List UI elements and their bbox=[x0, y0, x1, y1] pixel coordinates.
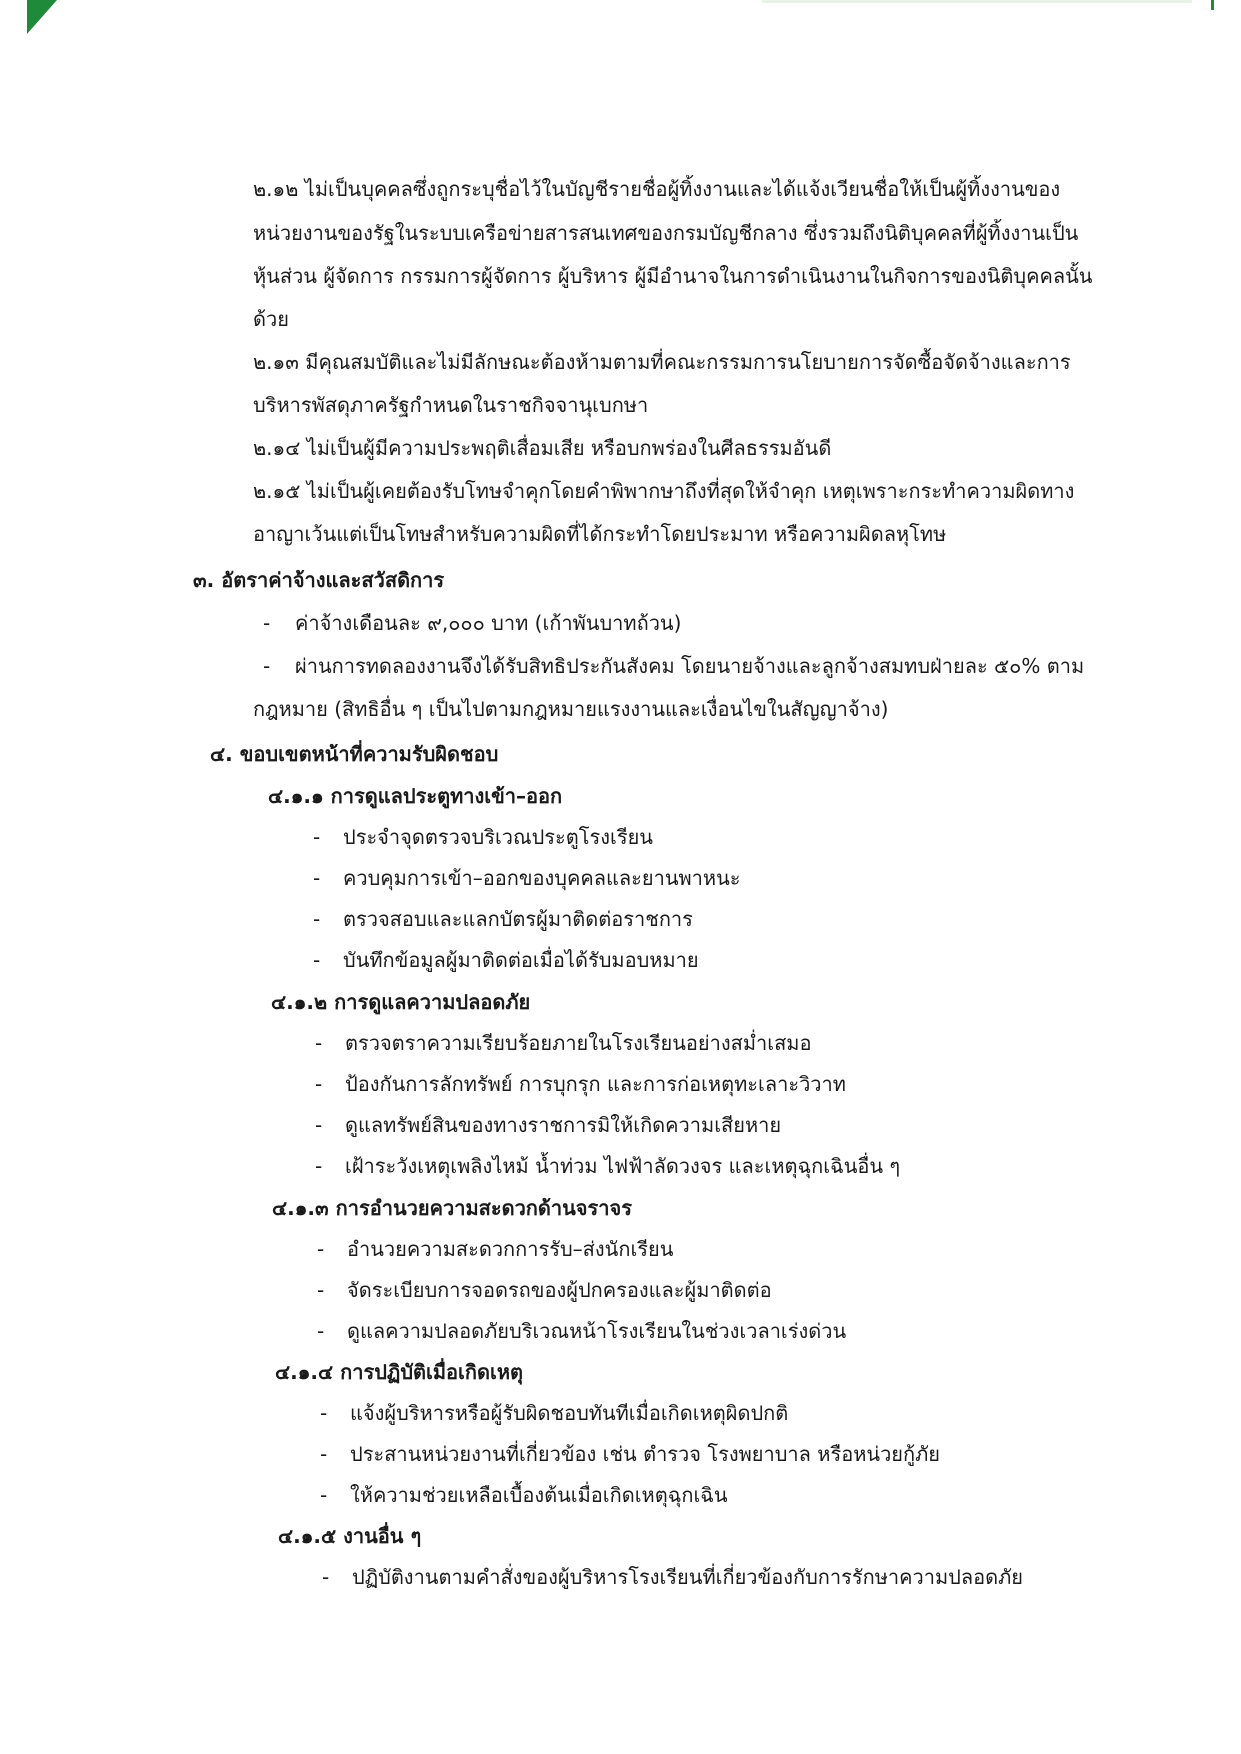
bullet-dash: - bbox=[313, 907, 321, 931]
bullet-dash: - bbox=[315, 1031, 323, 1055]
bullet-dash: - bbox=[315, 1113, 323, 1137]
bullet-dash: - bbox=[263, 654, 271, 678]
sub-4-1-2-item-3: ดูแลทรัพย์สินของทางราชการมิให้เกิดความเสียหาย bbox=[345, 1113, 782, 1137]
bullet-dash: - bbox=[315, 1154, 323, 1178]
item-2-12-line1: ๒.๑๒ ไม่เป็นบุคคลซึ่งถูกระบุชื่อไว้ในบัญชีรายชื่อผู้ทิ้งงานและได้แจ้งเวียนชื่อให้เป็นผู้ทิ้งงานของ bbox=[253, 177, 1061, 201]
section-3-bullet-1: ค่าจ้างเดือนละ ๙,๐๐๐ บาท (เก้าพันบาทถ้วน) bbox=[295, 611, 682, 635]
section-3-heading: ๓. อัตราค่าจ้างและสวัสดิการ bbox=[193, 568, 445, 592]
sub-4-1-5-item-1: ปฏิบัติงานตามคำสั่งของผู้บริหารโรงเรียนที่เกี่ยวข้องกับการรักษาความปลอดภัย bbox=[352, 1565, 1023, 1589]
item-2-12-line4: ด้วย bbox=[253, 307, 289, 331]
section-3-bullet-2-line2: กฎหมาย (สิทธิอื่น ๆ เป็นไปตามกฎหมายแรงงานและเงื่อนไขในสัญญาจ้าง) bbox=[253, 697, 889, 721]
bullet-dash: - bbox=[313, 825, 321, 849]
sub-4-1-3-item-2: จัดระเบียบการจอดรถของผู้ปกครองและผู้มาติดต่อ bbox=[347, 1278, 772, 1302]
bullet-dash: - bbox=[317, 1237, 325, 1261]
sub-4-1-2-item-4: เฝ้าระวังเหตุเพลิงไหม้ น้ำท่วม ไฟฟ้าลัดวงจร และเหตุฉุกเฉินอื่น ๆ bbox=[345, 1154, 901, 1178]
sub-4-1-5-heading: ๔.๑.๕ งานอื่น ๆ bbox=[278, 1524, 422, 1548]
bullet-dash: - bbox=[263, 611, 271, 635]
sub-4-1-4-item-1: แจ้งผู้บริหารหรือผู้รับผิดชอบทันทีเมื่อเกิดเหตุผิดปกติ bbox=[350, 1401, 789, 1425]
sub-4-1-2-heading: ๔.๑.๒ การดูแลความปลอดภัย bbox=[271, 990, 531, 1014]
bullet-dash: - bbox=[315, 1072, 323, 1096]
sub-4-1-1-item-2: ควบคุมการเข้า–ออกของบุคคลและยานพาหนะ bbox=[343, 866, 741, 890]
bullet-dash: - bbox=[317, 1278, 325, 1302]
section-4-heading: ๔. ขอบเขตหน้าที่ความรับผิดชอบ bbox=[210, 742, 499, 766]
bullet-dash: - bbox=[313, 866, 321, 890]
sub-4-1-1-item-1: ประจำจุดตรวจบริเวณประตูโรงเรียน bbox=[343, 825, 653, 849]
item-2-12-line2: หน่วยงานของรัฐในระบบเครือข่ายสารสนเทศของกรมบัญชีกลาง ซึ่งรวมถึงนิติบุคคลที่ผู้ทิ้งงานเป็น bbox=[253, 221, 1079, 245]
sub-4-1-4-heading: ๔.๑.๔ การปฏิบัติเมื่อเกิดเหตุ bbox=[275, 1360, 523, 1384]
item-2-13-line1: ๒.๑๓ มีคุณสมบัติและไม่มีลักษณะต้องห้ามตามที่คณะกรรมการนโยบายการจัดซื้อจัดจ้างและการ bbox=[253, 350, 1071, 374]
bullet-dash: - bbox=[320, 1483, 328, 1507]
sub-4-1-3-item-1: อำนวยความสะดวกการรับ–ส่งนักเรียน bbox=[347, 1237, 674, 1261]
bullet-dash: - bbox=[317, 1319, 325, 1343]
sub-4-1-2-item-2: ป้องกันการลักทรัพย์ การบุกรุก และการก่อเหตุทะเลาะวิวาท bbox=[345, 1072, 846, 1096]
item-2-13-line2: บริหารพัสดุภาครัฐกำหนดในราชกิจจานุเบกษา bbox=[253, 393, 649, 417]
sub-4-1-3-item-3: ดูแลความปลอดภัยบริเวณหน้าโรงเรียนในช่วงเวลาเร่งด่วน bbox=[347, 1319, 847, 1343]
item-2-12-line3: หุ้นส่วน ผู้จัดการ กรรมการผู้จัดการ ผู้บริหาร ผู้มีอำนาจในการดำเนินงานในกิจการของนิติบุคคลนั้น bbox=[253, 264, 1093, 288]
bullet-dash: - bbox=[322, 1565, 330, 1589]
item-2-15-line1: ๒.๑๕ ไม่เป็นผู้เคยต้องรับโทษจำคุกโดยคำพิพากษาถึงที่สุดให้จำคุก เหตุเพราะกระทำความผิดทาง bbox=[253, 479, 1075, 503]
sub-4-1-4-item-2: ประสานหน่วยงานที่เกี่ยวข้อง เช่น ตำรวจ โรงพยาบาล หรือหน่วยกู้ภัย bbox=[350, 1442, 941, 1466]
sub-4-1-3-heading: ๔.๑.๓ การอำนวยความสะดวกด้านจราจร bbox=[272, 1196, 632, 1220]
bullet-dash: - bbox=[320, 1401, 328, 1425]
item-2-15-line2: อาญาเว้นแต่เป็นโทษสำหรับความผิดที่ได้กระทำโดยประมาท หรือความผิดลหุโทษ bbox=[253, 522, 947, 546]
section-3-bullet-2-line1: ผ่านการทดลองงานจึงได้รับสิทธิประกันสังคม โดยนายจ้างและลูกจ้างสมทบฝ่ายละ ๕๐% ตาม bbox=[295, 654, 1085, 678]
sub-4-1-1-item-3: ตรวจสอบและแลกบัตรผู้มาติดต่อราชการ bbox=[343, 907, 693, 931]
bullet-dash: - bbox=[320, 1442, 328, 1466]
bullet-dash: - bbox=[313, 948, 321, 972]
sub-4-1-4-item-3: ให้ความช่วยเหลือเบื้องต้นเมื่อเกิดเหตุฉุกเฉิน bbox=[350, 1483, 728, 1507]
sub-4-1-2-item-1: ตรวจตราความเรียบร้อยภายในโรงเรียนอย่างสม่ำเสมอ bbox=[345, 1031, 812, 1055]
sub-4-1-1-heading: ๔.๑.๑ การดูแลประตูทางเข้า–ออก bbox=[268, 784, 563, 808]
item-2-14-line1: ๒.๑๔ ไม่เป็นผู้มีความประพฤติเสื่อมเสีย หรือบกพร่องในศีลธรรมอันดี bbox=[253, 436, 832, 460]
sub-4-1-1-item-4: บันทึกข้อมูลผู้มาติดต่อเมื่อได้รับมอบหมาย bbox=[343, 948, 699, 972]
